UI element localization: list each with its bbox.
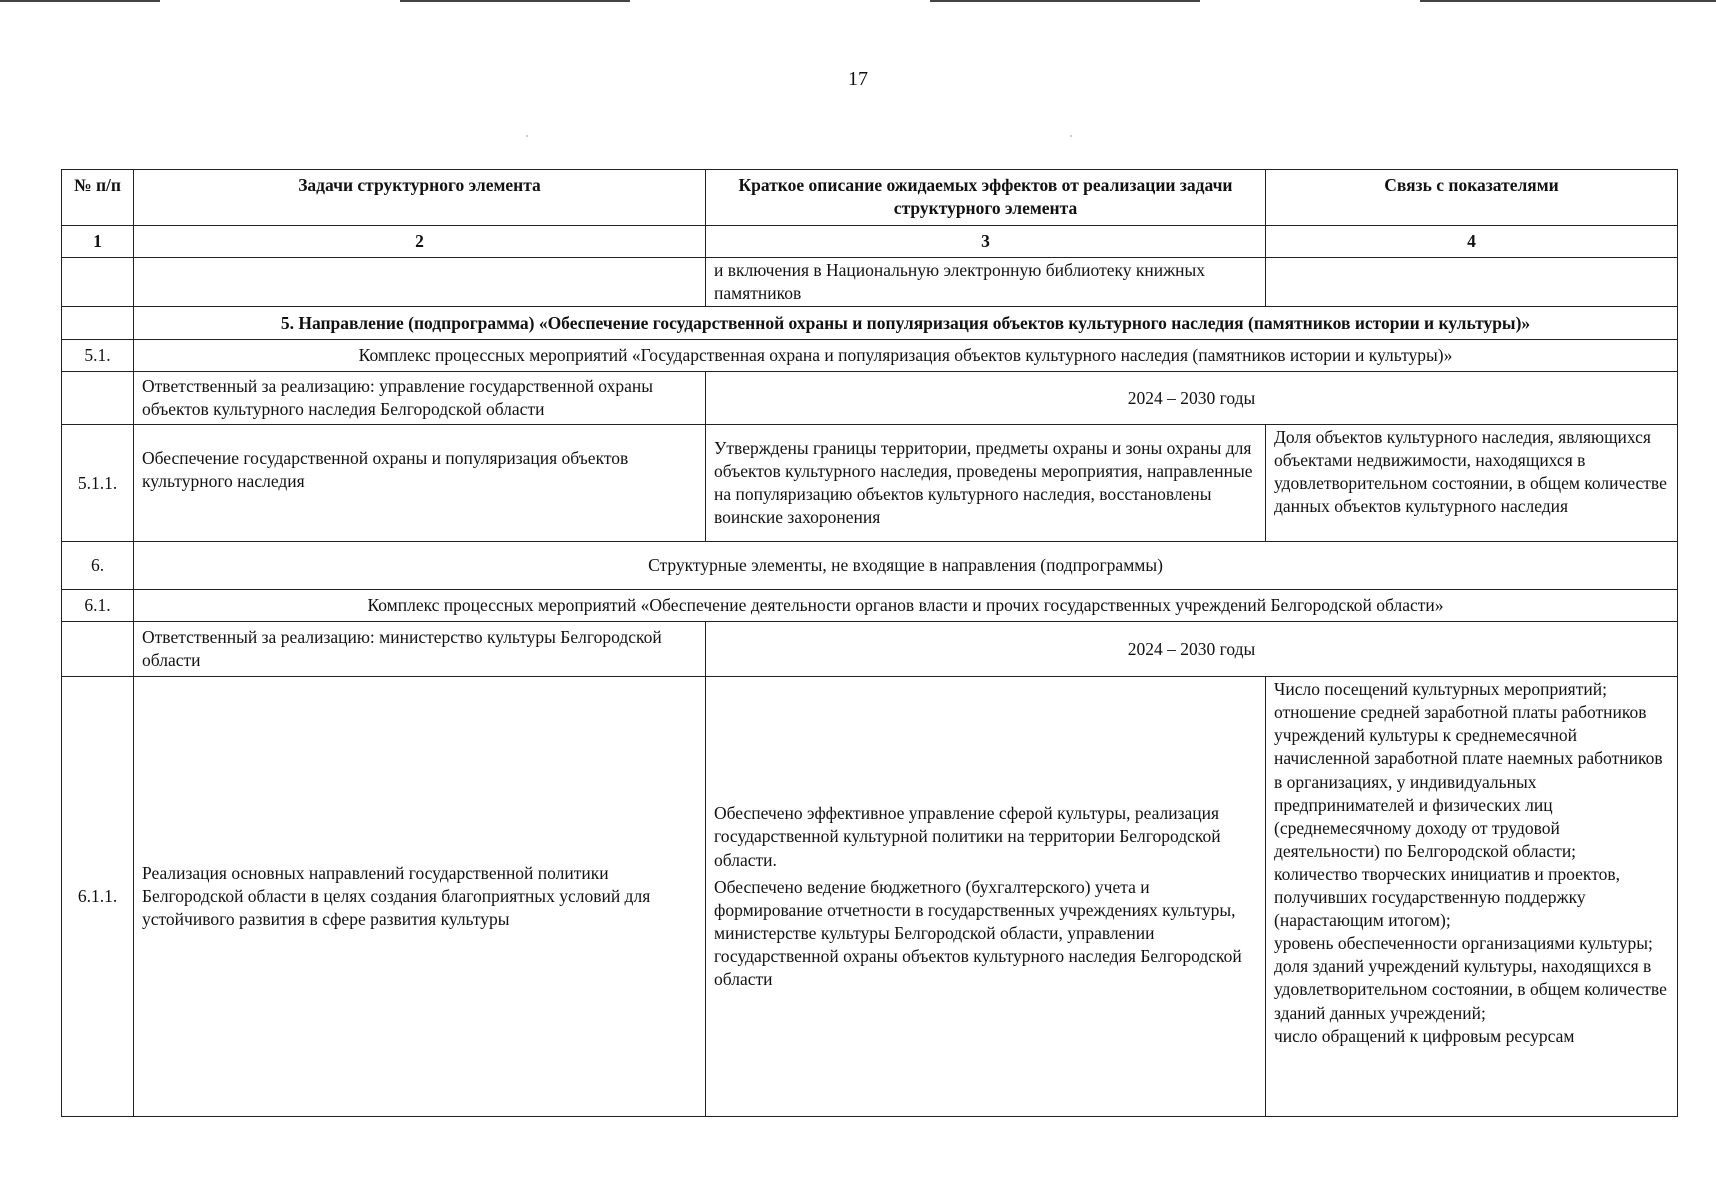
indicator-list <box>1266 677 1678 1117</box>
effect-paragraph: Обеспечено ведение бюджетного (бухгалтерского) учета и формирование отчетности в государственных учреждениях культуры, министерстве культуры Белгородской области, управлении государственной охраны объектов культурного наследия Белгородской области <box>714 876 1242 989</box>
indicator-item: Число посещений культурных мероприятий; <box>1274 679 1607 700</box>
indicator-item: количество творческих инициатив и проектов, получивших государственную поддержку (нарастающим итогом); <box>1274 863 1620 931</box>
table-row <box>62 372 1678 425</box>
column-number: 2 <box>134 226 706 258</box>
column-number-row <box>62 226 1678 258</box>
process-complex-title: Комплекс процессных мероприятий «Государственная охрана и популяризация объектов культурного наследия (памятников истории и культуры)» <box>134 340 1678 372</box>
header-indicators: Связь с показателями <box>1266 170 1678 226</box>
effect-paragraph: Обеспечено эффективное управление сферой культуры, реализация государственной культурной политики на территории Белгородской области. <box>714 803 1221 870</box>
table-header-row <box>62 170 1678 226</box>
effect-text: Утверждены границы территории, предметы охраны и зоны охраны для объектов культурного наследия, проведены мероприятия, направленные на популяризацию объектов культурного наследия, восстановлены воинские захоронения <box>706 425 1266 542</box>
task-text: Реализация основных направлений государственной политики Белгородской области в целях создания благоприятных условий для устойчивого развития в сфере развития культуры <box>134 677 706 1117</box>
empty-cell <box>134 258 706 307</box>
row-number: 6.1. <box>62 590 134 622</box>
row-number: 5.1.1. <box>62 425 134 542</box>
header-number: № п/п <box>62 170 134 226</box>
structural-elements-table <box>61 169 1678 1117</box>
period-text: 2024 – 2030 годы <box>706 372 1678 425</box>
scan-edge-rule <box>930 0 1200 2</box>
column-number: 1 <box>62 226 134 258</box>
column-number: 3 <box>706 226 1266 258</box>
indicator-item: число обращений к цифровым ресурсам <box>1274 1025 1575 1046</box>
table-row <box>62 677 1678 1117</box>
scan-speck <box>1070 135 1072 137</box>
scan-edge-rule <box>1420 0 1716 2</box>
section-row <box>62 307 1678 340</box>
indicator-item: уровень обеспеченности организациями культуры; <box>1274 933 1653 954</box>
effect-text <box>706 677 1266 1117</box>
empty-cell <box>62 307 134 340</box>
section-5-title: 5. Направление (подпрограмма) «Обеспечение государственной охраны и популяризация объектов культурного наследия (памятников истории и культуры)» <box>134 307 1678 340</box>
page-number: 17 <box>848 68 868 90</box>
table-row <box>62 622 1678 677</box>
task-text: Обеспечение государственной охраны и популяризация объектов культурного наследия <box>134 425 706 542</box>
process-complex-title: Комплекс процессных мероприятий «Обеспечение деятельности органов власти и прочих государственных учреждений Белгородской области» <box>134 590 1678 622</box>
indicator-text: Доля объектов культурного наследия, являющихся объектами недвижимости, находящихся в удовлетворительном состоянии, в общем количестве данных объектов культурного наследия <box>1266 425 1678 542</box>
table-row <box>62 590 1678 622</box>
column-number: 4 <box>1266 226 1678 258</box>
empty-cell <box>1266 258 1678 307</box>
empty-cell <box>62 258 134 307</box>
section-6-title: Структурные элементы, не входящие в направления (подпрограммы) <box>134 542 1678 590</box>
responsible-text: Ответственный за реализацию: министерство культуры Белгородской области <box>134 622 706 677</box>
header-effects: Краткое описание ожидаемых эффектов от реализации задачи структурного элемента <box>706 170 1266 226</box>
empty-cell <box>62 622 134 677</box>
row-number: 6. <box>62 542 134 590</box>
row-number: 6.1.1. <box>62 677 134 1117</box>
responsible-text: Ответственный за реализацию: управление государственной охраны объектов культурного наследия Белгородской области <box>134 372 706 425</box>
scan-speck <box>526 135 528 137</box>
table-row <box>62 340 1678 372</box>
indicator-item: доля зданий учреждений культуры, находящихся в удовлетворительном состоянии, в общем количестве зданий данных учреждений; <box>1274 956 1667 1023</box>
table-row <box>62 258 1678 307</box>
section-row <box>62 542 1678 590</box>
empty-cell <box>62 372 134 425</box>
scan-edge-rule <box>400 0 630 2</box>
continuation-text: и включения в Национальную электронную библиотеку книжных памятников <box>706 258 1266 307</box>
period-text: 2024 – 2030 годы <box>706 622 1678 677</box>
row-number: 5.1. <box>62 340 134 372</box>
header-tasks: Задачи структурного элемента <box>134 170 706 226</box>
table-row <box>62 425 1678 542</box>
scan-edge-rule <box>0 0 160 2</box>
indicator-item: отношение средней заработной платы работников учреждений культуры к среднемесячной начисленной заработной плате наемных работников в организациях, у индивидуальных предпринимателей и физических лиц (среднемесячному доходу от трудовой деятельности) по Белгородской области; <box>1274 702 1663 861</box>
